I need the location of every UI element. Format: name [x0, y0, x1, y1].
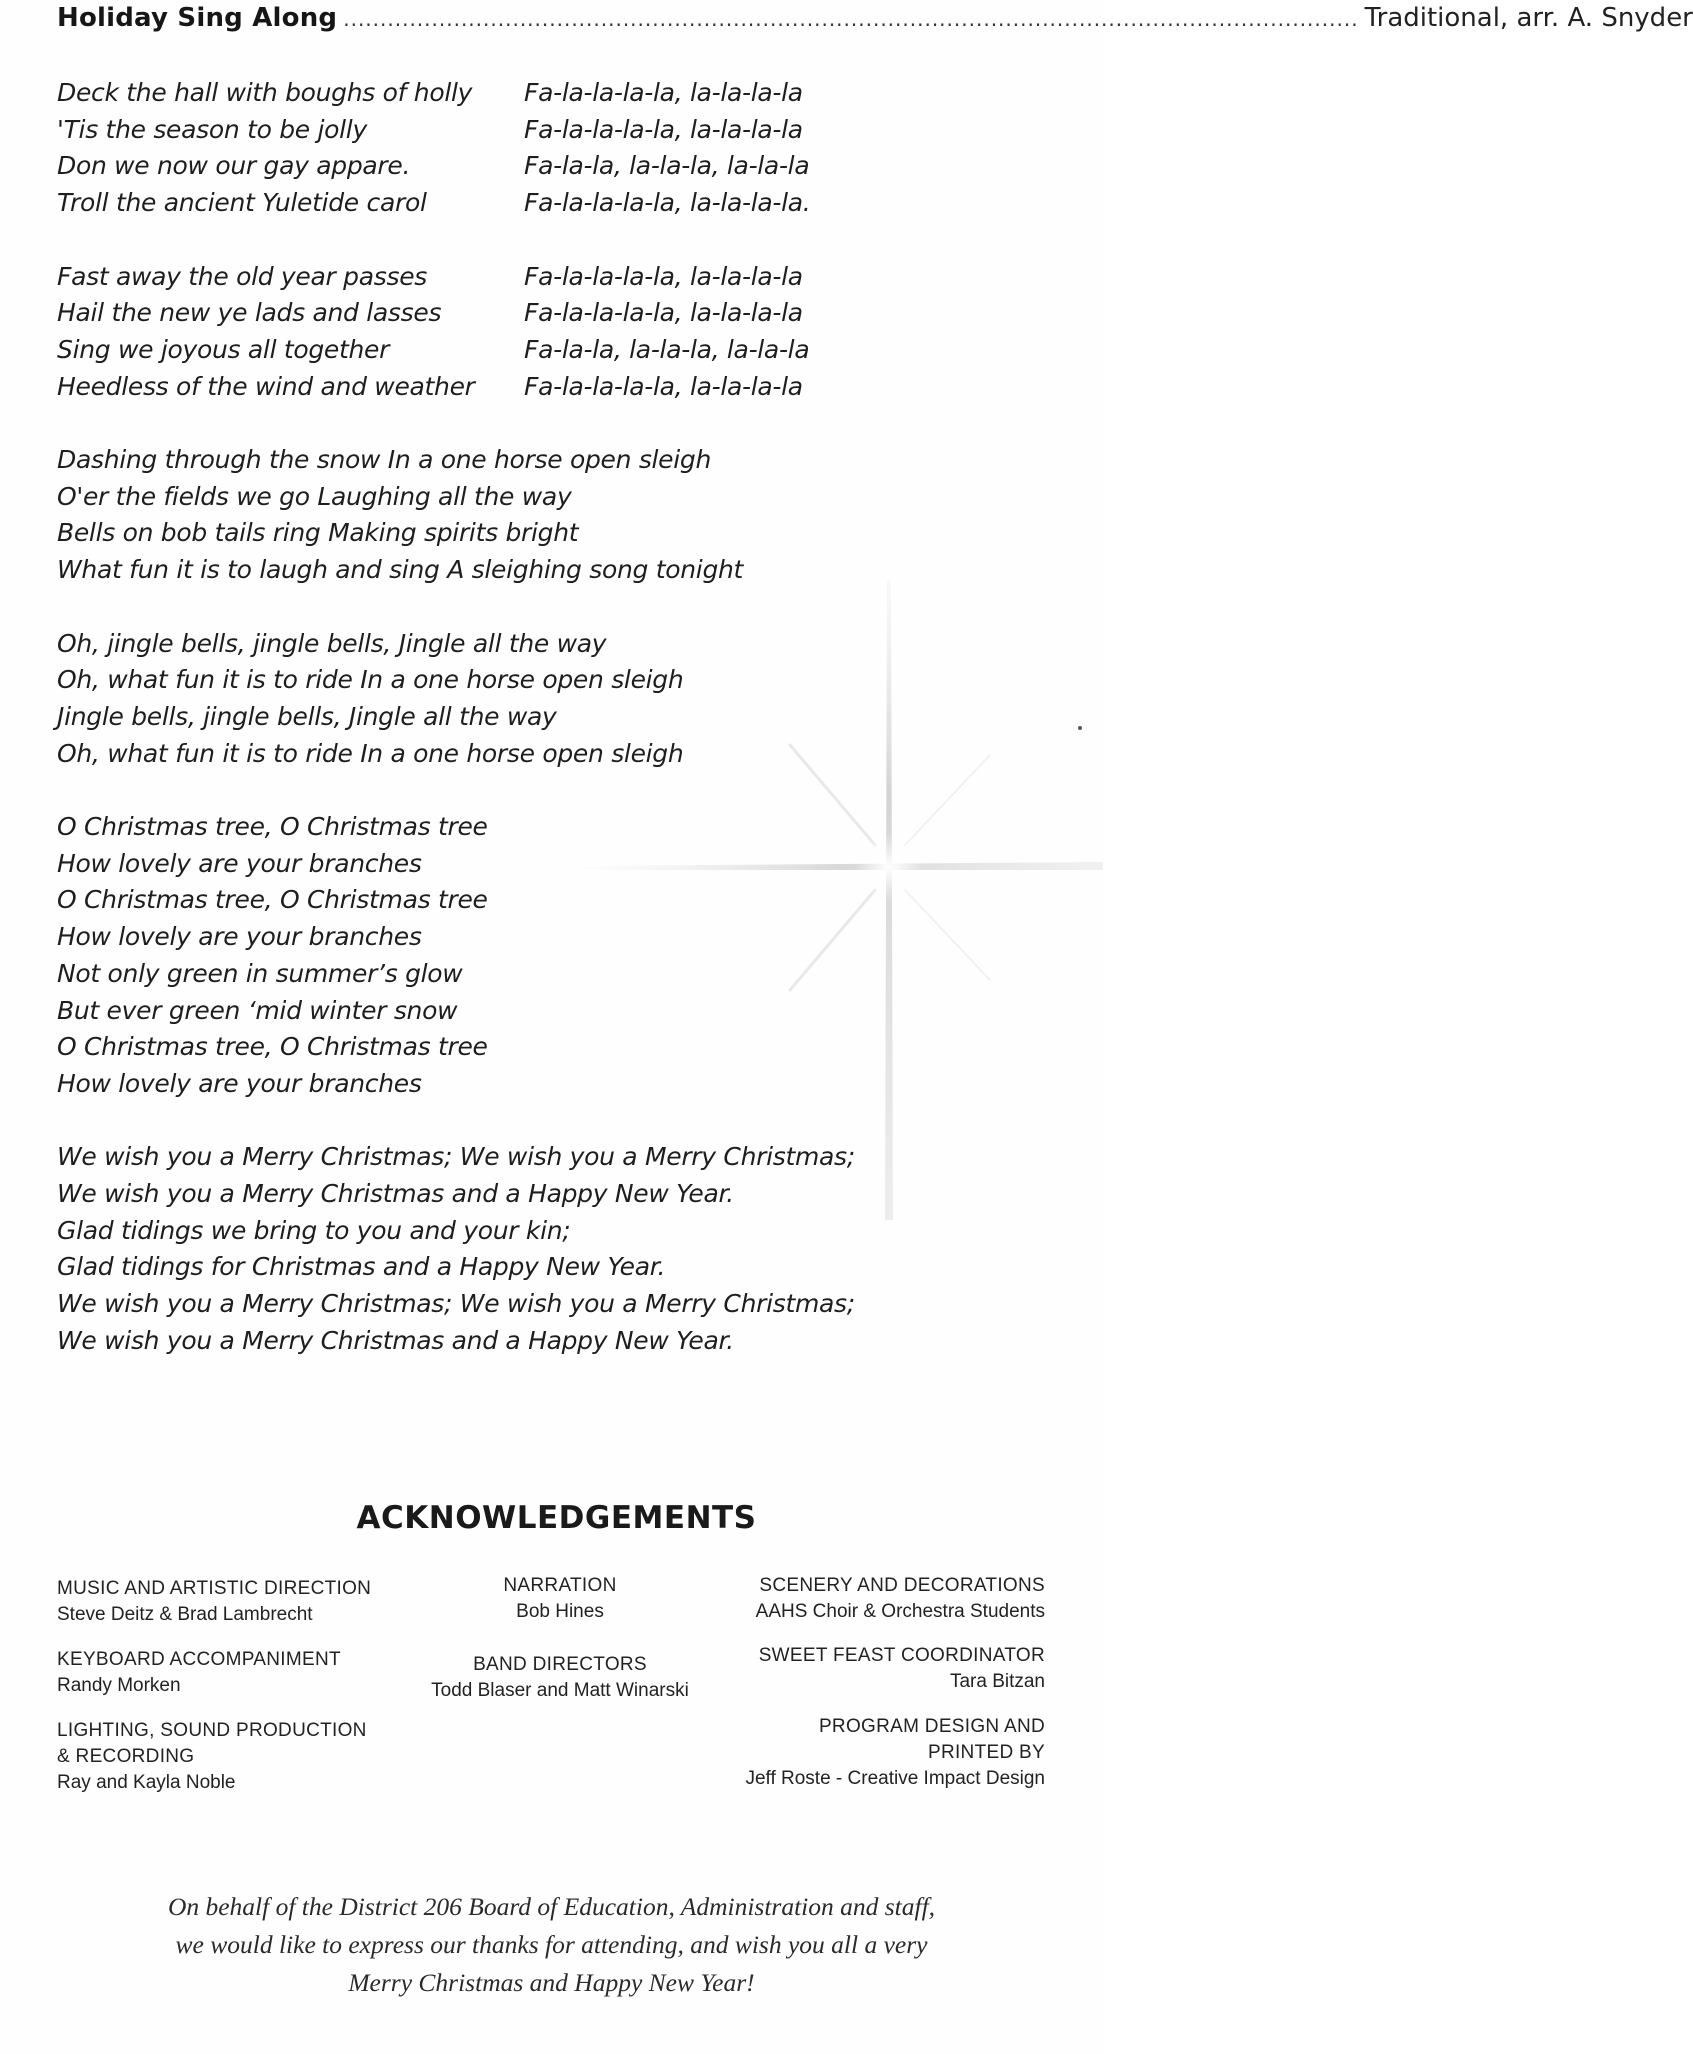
star-sparkle-icon — [575, 580, 1103, 1230]
ack-names: Tara Bitzan — [949, 1671, 1045, 1692]
lyric-text: How lovely are your branches — [57, 848, 422, 878]
ack-names: Ray and Kayla Noble — [57, 1772, 236, 1793]
closing-line: Merry Christmas and Happy New Year! — [348, 1968, 755, 1997]
lyric-line — [57, 479, 877, 516]
lyric-text: Sing we joyous all together — [57, 334, 390, 364]
stanza — [57, 75, 877, 222]
lyric-text: Oh, what fun it is to ride In a one horse open sleigh — [57, 738, 684, 768]
ack-role: LIGHTING, SOUND PRODUCTION — [57, 1720, 367, 1741]
closing-message — [0, 1888, 1103, 2002]
lyric-text: Deck the hall with boughs of holly — [57, 78, 473, 107]
lyric-line — [57, 185, 877, 222]
lyric-text: Heedless of the wind and weather — [57, 371, 475, 401]
lyric-text: Fast away the old year passes — [57, 261, 427, 291]
lyric-text: We wish you a Merry Christmas and a Happy New Year. — [57, 1179, 734, 1209]
ack-role: KEYBOARD ACCOMPANIMENT — [57, 1649, 341, 1670]
lyric-text: O'er the fields we go Laughing all the way — [57, 481, 572, 511]
lyric-text: Troll the ancient Yuletide carol — [57, 188, 427, 218]
lyric-text: What fun it is to laugh and sing A sleighing song tonight — [57, 555, 744, 585]
ack-entry — [57, 1576, 371, 1628]
lyric-text: Oh, jingle bells, jingle bells, Jingle all the way — [57, 628, 607, 658]
lyric-text: We wish you a Merry Christmas; We wish you a Merry Christmas; — [57, 1142, 855, 1172]
lyric-line — [57, 259, 877, 296]
stanza — [57, 259, 877, 406]
lyric-text: Jingle bells, jingle bells, Jingle all the way — [57, 701, 557, 731]
ack-entry — [625, 1573, 1045, 1625]
lyric-text: We wish you a Merry Christmas; We wish you a Merry Christmas; — [57, 1289, 855, 1319]
lyric-text: Not only green in summer’s glow — [57, 958, 463, 988]
ack-names: Steve Deitz & Brad Lambrecht — [57, 1604, 313, 1625]
lyric-refrain: Fa-la-la-la-la, la-la-la-la. — [524, 188, 811, 218]
lyric-text: We wish you a Merry Christmas and a Happy New Year. — [57, 1325, 734, 1355]
lyric-line — [57, 369, 877, 406]
lyric-text: Glad tidings we bring to you and your kin; — [57, 1215, 571, 1245]
lyric-text: But ever green ‘mid winter snow — [57, 995, 458, 1025]
ack-entry — [625, 1714, 1045, 1792]
song-title: Holiday Sing Along — [57, 3, 338, 33]
ack-role: SWEET FEAST COORDINATOR — [758, 1645, 1045, 1666]
stanza — [57, 442, 877, 589]
lyric-refrain: Fa-la-la-la-la, la-la-la-la — [524, 261, 803, 291]
ack-role: BAND DIRECTORS — [473, 1654, 647, 1675]
ack-names: Jeff Roste - Creative Impact Design — [745, 1768, 1045, 1789]
lyric-line — [57, 515, 877, 552]
lyric-line — [57, 332, 877, 369]
lyric-line — [57, 75, 877, 112]
lyric-text: Don we now our gay appare. — [57, 151, 411, 181]
lyric-text: O Christmas tree, O Christmas tree — [57, 812, 488, 841]
lyric-text: Bells on bob tails ring Making spirits bright — [57, 518, 579, 548]
lyric-line — [57, 1323, 877, 1360]
lyric-text: Dashing through the snow In a one horse open sleigh — [57, 445, 712, 474]
lyric-text: Glad tidings for Christmas and a Happy New Year. — [57, 1252, 666, 1282]
ack-role: MUSIC AND ARTISTIC DIRECTION — [57, 1578, 372, 1599]
lyric-line — [57, 148, 877, 185]
ack-role: NARRATION — [503, 1575, 617, 1596]
ack-names: AAHS Choir & Orchestra Students — [755, 1601, 1045, 1622]
lyric-text: How lovely are your branches — [57, 1068, 422, 1098]
lyric-line — [57, 295, 877, 332]
lyric-line — [57, 1249, 877, 1286]
song-composer: Traditional, arr. A. Snyder — [1364, 3, 1693, 33]
ack-role: PROGRAM DESIGN AND — [818, 1716, 1045, 1737]
lyric-refrain: Fa-la-la-la-la, la-la-la-la — [524, 371, 803, 401]
closing-line: we would like to express our thanks for attending, and wish you all a very — [175, 1930, 928, 1959]
lyric-text: Hail the new ye lads and lasses — [57, 298, 442, 328]
lyric-text: Oh, what fun it is to ride In a one horse open sleigh — [57, 665, 684, 695]
lyric-text: O Christmas tree, O Christmas tree — [57, 885, 488, 915]
ack-entry — [57, 1718, 367, 1796]
lyric-refrain: Fa-la-la, la-la-la, la-la-la — [524, 151, 810, 181]
acknowledgements-heading: ACKNOWLEDGEMENTS — [356, 1500, 757, 1536]
lyric-line — [57, 112, 877, 149]
ack-names: Todd Blaser and Matt Winarski — [431, 1680, 689, 1701]
leader-dots: .......................................................................................................................................... — [343, 7, 1359, 31]
ack-names: Randy Morken — [57, 1675, 181, 1696]
lyric-text: O Christmas tree, O Christmas tree — [57, 1032, 488, 1062]
ack-role-continued: & RECORDING — [57, 1746, 195, 1767]
ack-role-continued: PRINTED BY — [927, 1742, 1045, 1763]
lyric-refrain: Fa-la-la, la-la-la, la-la-la — [524, 334, 810, 364]
ack-entry — [57, 1647, 341, 1699]
lyric-refrain: Fa-la-la-la-la, la-la-la-la — [524, 298, 803, 328]
song-title-row — [57, 0, 1693, 36]
lyric-text: How lovely are your branches — [57, 922, 422, 952]
ack-names: Bob Hines — [516, 1601, 604, 1622]
lyric-line — [57, 442, 877, 479]
closing-line: On behalf of the District 206 Board of Education, Administration and staff, — [167, 1892, 936, 1921]
ack-entry — [625, 1643, 1045, 1695]
lyric-refrain: Fa-la-la-la-la, la-la-la-la — [524, 78, 803, 107]
lyric-text: 'Tis the season to be jolly — [57, 114, 367, 144]
lyric-line — [57, 1286, 877, 1323]
lyric-refrain: Fa-la-la-la-la, la-la-la-la — [524, 114, 803, 144]
ack-role: SCENERY AND DECORATIONS — [759, 1575, 1045, 1596]
